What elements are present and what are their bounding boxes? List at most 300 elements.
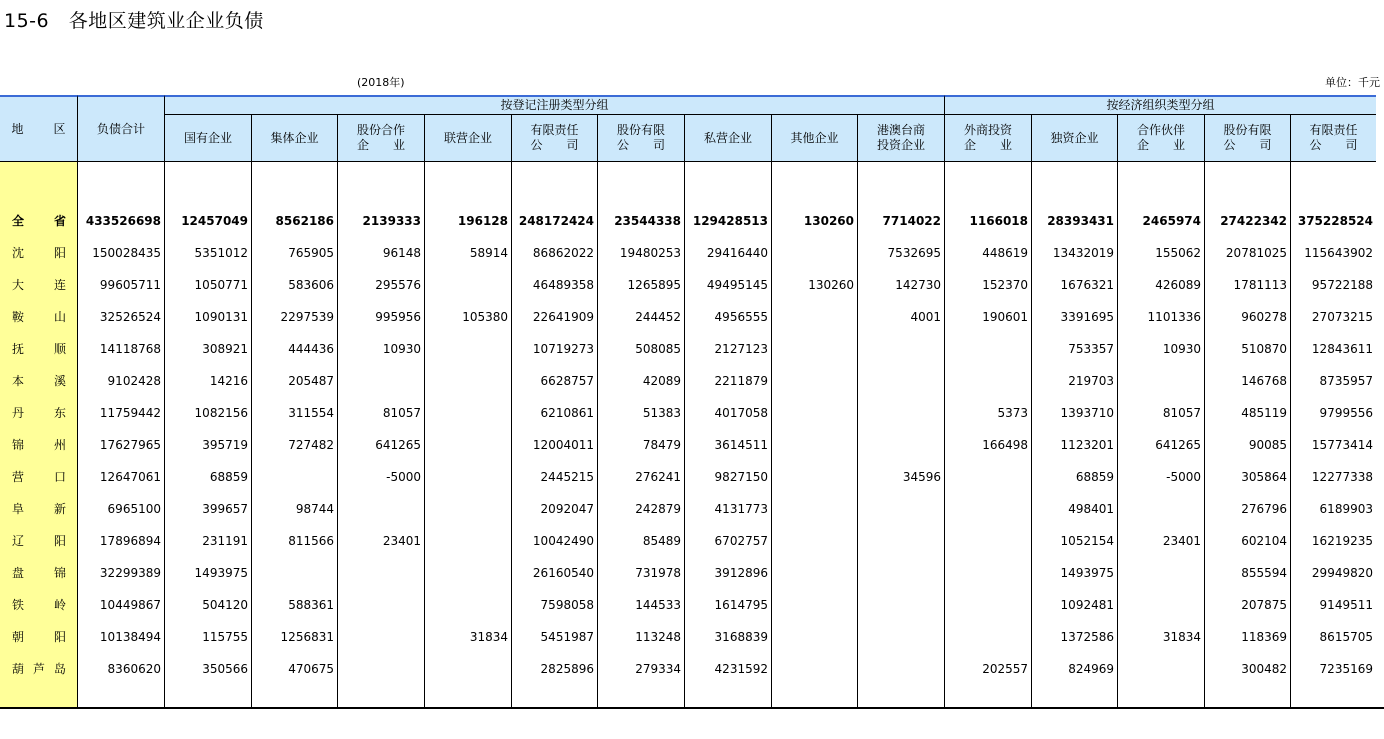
table-cell: 23401 xyxy=(1162,534,1201,548)
table-cell: 34596 xyxy=(902,470,941,484)
table-cell: 5351012 xyxy=(194,246,248,260)
table-cell: 8562186 xyxy=(275,214,334,228)
table-cell: 32526524 xyxy=(99,310,161,324)
table-cell: 17896894 xyxy=(99,534,161,548)
table-cell: 31834 xyxy=(1162,630,1201,644)
region-char: 岛 xyxy=(53,662,66,676)
value-column xyxy=(425,162,512,707)
table-cell xyxy=(425,557,511,589)
region-label xyxy=(12,333,66,365)
header-col xyxy=(252,115,338,162)
region-label xyxy=(12,589,66,621)
table-cell xyxy=(945,525,1031,557)
table-cell: 130260 xyxy=(808,278,854,292)
table-cell: 10930 xyxy=(1162,342,1201,356)
value-column xyxy=(772,162,858,707)
table-cell xyxy=(338,589,424,621)
table-cell: 19480253 xyxy=(619,246,681,260)
table-cell: 9799556 xyxy=(1319,406,1373,420)
table-cell: 448619 xyxy=(982,246,1028,260)
table-cell xyxy=(858,557,944,589)
table-cell xyxy=(1118,653,1204,685)
region-char: 锦 xyxy=(12,438,25,452)
table-cell: 855594 xyxy=(1241,566,1287,580)
table-cell: 1493975 xyxy=(194,566,248,580)
table-cell xyxy=(252,461,337,493)
column-rows xyxy=(598,162,684,685)
table-cell: 2211879 xyxy=(714,374,768,388)
column-rows xyxy=(425,162,511,685)
table-cell: 13432019 xyxy=(1052,246,1114,260)
table-cell xyxy=(1118,493,1204,525)
region-label xyxy=(12,365,66,397)
value-column xyxy=(338,162,425,707)
table-cell: 12277338 xyxy=(1311,470,1373,484)
table-cell: 470675 xyxy=(288,662,334,676)
table-cell: 23544338 xyxy=(614,214,681,228)
region-name xyxy=(0,365,77,397)
header-col xyxy=(945,115,1032,162)
region-char: 抚 xyxy=(12,342,25,356)
value-column xyxy=(1291,162,1376,707)
table-cell xyxy=(858,589,944,621)
table-cell: 8615705 xyxy=(1319,630,1373,644)
value-column xyxy=(165,162,252,707)
table-cell: 85489 xyxy=(642,534,681,548)
table-cell: 68859 xyxy=(1075,470,1114,484)
column-rows xyxy=(338,162,424,685)
value-column xyxy=(252,162,338,707)
header-col xyxy=(598,115,685,162)
region-label xyxy=(12,269,66,301)
region-char: 阳 xyxy=(53,630,66,644)
table-cell: 1256831 xyxy=(280,630,334,644)
table-cell: 4017058 xyxy=(714,406,768,420)
table-cell: 308921 xyxy=(202,342,248,356)
table-cell: 68859 xyxy=(209,470,248,484)
region-label xyxy=(12,301,66,333)
table-cell xyxy=(772,429,857,461)
header-region-label xyxy=(12,122,66,137)
table-cell: 115755 xyxy=(202,630,248,644)
table-cell: 485119 xyxy=(1241,406,1287,420)
region-char: 东 xyxy=(53,406,66,420)
table-cell xyxy=(945,621,1031,653)
column-rows xyxy=(1032,162,1117,685)
table-cell: 1781113 xyxy=(1233,278,1287,292)
table-cell: 81057 xyxy=(1162,406,1201,420)
column-rows xyxy=(78,162,164,685)
table-cell: 1050771 xyxy=(194,278,248,292)
table-cell: 508085 xyxy=(635,342,681,356)
table-cell: 155062 xyxy=(1155,246,1201,260)
table-cell: 51383 xyxy=(642,406,681,420)
table-cell xyxy=(338,557,424,589)
table-cell: 995956 xyxy=(375,310,421,324)
table-cell: 4231592 xyxy=(714,662,768,676)
table-cell: 3168839 xyxy=(714,630,768,644)
table-cell xyxy=(425,269,511,301)
table-cell: 504120 xyxy=(202,598,248,612)
table-cell: 9149511 xyxy=(1319,598,1373,612)
table-cell: 95722188 xyxy=(1311,278,1373,292)
table-cell: 42089 xyxy=(642,374,681,388)
region-name xyxy=(0,557,77,589)
table-cell: 1092481 xyxy=(1060,598,1114,612)
table-cell: 2825896 xyxy=(540,662,594,676)
table-cell: 150028435 xyxy=(92,246,161,260)
table-cell: 3912896 xyxy=(714,566,768,580)
value-column xyxy=(1205,162,1291,707)
table-cell: 7532695 xyxy=(887,246,941,260)
region-name xyxy=(0,461,77,493)
unit-note: 单位：千元 xyxy=(1325,76,1380,89)
region-char: 全 xyxy=(12,214,25,228)
header-col-line: 国有企业 xyxy=(183,130,232,145)
table-cell: 399657 xyxy=(202,502,248,516)
table-cell: 12457049 xyxy=(181,214,248,228)
table-cell: 152370 xyxy=(982,278,1028,292)
region-char: 连 xyxy=(53,278,66,292)
table-cell: 10930 xyxy=(382,342,421,356)
table-cell: 375228524 xyxy=(1297,214,1373,228)
column-rows xyxy=(512,162,597,685)
table-cell: 17627965 xyxy=(99,438,161,452)
header-col-line: 私营企业 xyxy=(703,130,752,145)
table-cell: 2297539 xyxy=(280,310,334,324)
region-char: 州 xyxy=(53,438,66,452)
table-cell: 27422342 xyxy=(1220,214,1287,228)
table-cell xyxy=(772,653,857,685)
header-group-registration xyxy=(165,95,945,115)
table-cell: 1393710 xyxy=(1060,406,1114,420)
table-cell: 444436 xyxy=(288,342,334,356)
region-name xyxy=(0,269,77,301)
table-cell: 1166018 xyxy=(969,214,1028,228)
region-char: 本 xyxy=(12,374,25,388)
table-cell: 426089 xyxy=(1155,278,1201,292)
table-cell: 49495145 xyxy=(706,278,768,292)
header-col-label xyxy=(704,131,752,146)
table-cell xyxy=(772,589,857,621)
region-label xyxy=(12,205,66,237)
table-cell: 433526698 xyxy=(85,214,161,228)
table-cell xyxy=(425,589,511,621)
region-label xyxy=(12,653,66,685)
table-cell: 1101336 xyxy=(1147,310,1201,324)
header-col-line: 有限责任 xyxy=(530,123,579,137)
table-cell: 20781025 xyxy=(1225,246,1287,260)
table-cell xyxy=(858,429,944,461)
header-total-label: 负债合计 xyxy=(96,121,145,136)
region-label xyxy=(12,237,66,269)
header-col-label xyxy=(530,123,578,153)
table-cell xyxy=(338,493,424,525)
table-cell: 99605711 xyxy=(99,278,161,292)
table-cell: 276796 xyxy=(1241,502,1287,516)
region-char: 鞍 xyxy=(12,310,25,324)
region-name xyxy=(0,653,77,685)
table-cell: 6189903 xyxy=(1319,502,1373,516)
region-name xyxy=(0,333,77,365)
table-cell: 205487 xyxy=(288,374,334,388)
table-cell xyxy=(945,461,1031,493)
year-note: (2018年) xyxy=(357,76,405,89)
header-col-label xyxy=(1223,123,1271,153)
region-char: 盘 xyxy=(12,566,25,580)
header-col-line: 合作伙伴 xyxy=(1136,123,1185,137)
table-cell xyxy=(772,301,857,333)
table-cell: 118369 xyxy=(1241,630,1287,644)
table-cell: -5000 xyxy=(1166,470,1201,484)
table-cell: 29949820 xyxy=(1311,566,1373,580)
header-col-line: 公 司 xyxy=(1309,138,1358,152)
header-group-label: 按登记注册类型分组 xyxy=(500,98,609,112)
table-cell xyxy=(858,493,944,525)
table-cell: 4001 xyxy=(910,310,941,324)
table-cell xyxy=(425,493,511,525)
region-char: 辽 xyxy=(12,534,25,548)
table-cell xyxy=(1118,365,1204,397)
region-name xyxy=(0,301,77,333)
table-cell: 98744 xyxy=(295,502,334,516)
header-group-economic xyxy=(945,95,1376,115)
table-cell: 727482 xyxy=(288,438,334,452)
table-cell xyxy=(425,653,511,685)
table-cell: 27073215 xyxy=(1311,310,1373,324)
table-cell: 6628757 xyxy=(540,374,594,388)
table-cell: 146768 xyxy=(1241,374,1287,388)
table-cell xyxy=(772,493,857,525)
region-name xyxy=(0,589,77,621)
table-cell: 765905 xyxy=(288,246,334,260)
table-cell xyxy=(858,653,944,685)
table-cell: 1082156 xyxy=(194,406,248,420)
table-cell: 1676321 xyxy=(1060,278,1114,292)
table-cell: 1493975 xyxy=(1060,566,1114,580)
table-cell: 311554 xyxy=(288,406,334,420)
header-col-label xyxy=(357,123,405,153)
table-cell: 58914 xyxy=(469,246,508,260)
table-cell: 32299389 xyxy=(99,566,161,580)
header-col-line: 港澳台商 xyxy=(876,123,925,137)
table-cell: 12004011 xyxy=(532,438,594,452)
table-cell: 731978 xyxy=(635,566,681,580)
table-cell: 166498 xyxy=(982,438,1028,452)
region-char: 省 xyxy=(53,214,66,228)
table-cell: 113248 xyxy=(635,630,681,644)
table-cell: 9827150 xyxy=(714,470,768,484)
table-cell xyxy=(425,525,511,557)
value-column xyxy=(78,162,165,707)
table-cell: 31834 xyxy=(469,630,508,644)
table-cell: 14118768 xyxy=(99,342,161,356)
region-name xyxy=(0,525,77,557)
table-cell: 1614795 xyxy=(714,598,768,612)
table-cell: 15773414 xyxy=(1311,438,1373,452)
column-rows xyxy=(1118,162,1204,685)
header-col xyxy=(338,115,425,162)
column-rows xyxy=(685,162,771,685)
table-cell: 144533 xyxy=(635,598,681,612)
column-rows xyxy=(252,162,337,685)
table-cell: 498401 xyxy=(1068,502,1114,516)
table-cell: 510870 xyxy=(1241,342,1287,356)
region-label xyxy=(12,461,66,493)
table-cell xyxy=(945,589,1031,621)
table-cell: 2465974 xyxy=(1142,214,1201,228)
table-cell xyxy=(338,365,424,397)
region-char: 朝 xyxy=(12,630,25,644)
header-region-char: 地 xyxy=(11,121,24,136)
region-char: 溪 xyxy=(53,374,66,388)
region-char: 葫 xyxy=(12,662,25,676)
table-cell: 960278 xyxy=(1241,310,1287,324)
table-cell: 276241 xyxy=(635,470,681,484)
table-cell xyxy=(858,621,944,653)
region-char: 铁 xyxy=(12,598,25,612)
table-cell: 46489358 xyxy=(532,278,594,292)
region-name xyxy=(0,621,77,653)
table-cell xyxy=(772,557,857,589)
table-cell: 641265 xyxy=(1155,438,1201,452)
table-cell xyxy=(772,461,857,493)
header-col-line: 企 业 xyxy=(1136,138,1185,152)
page-title: 15-6 各地区建筑业企业负债 xyxy=(4,10,264,32)
header-col-label xyxy=(1137,123,1185,153)
table-cell: 7598058 xyxy=(540,598,594,612)
column-rows xyxy=(165,162,251,685)
table-cell: 10449867 xyxy=(99,598,161,612)
header-col-label xyxy=(270,131,318,146)
value-column xyxy=(1118,162,1205,707)
header-col-line: 有限责任 xyxy=(1309,123,1358,137)
region-label xyxy=(12,493,66,525)
table-cell: 196128 xyxy=(457,214,508,228)
header-col-label xyxy=(617,123,665,153)
table-cell: 23401 xyxy=(382,534,421,548)
table-cell xyxy=(772,365,857,397)
header-region-char: 区 xyxy=(53,121,66,136)
table-cell: 1123201 xyxy=(1060,438,1114,452)
region-name xyxy=(0,429,77,461)
table-cell: 14216 xyxy=(209,374,248,388)
region-label xyxy=(12,429,66,461)
header-col xyxy=(1118,115,1205,162)
table-cell: 202557 xyxy=(982,662,1028,676)
region-char: 大 xyxy=(12,278,25,292)
value-column xyxy=(685,162,772,707)
header-col xyxy=(858,115,945,162)
header-col-label xyxy=(1050,131,1098,146)
header-col xyxy=(685,115,772,162)
table-cell xyxy=(858,365,944,397)
table-cell: 588361 xyxy=(288,598,334,612)
header-col-line: 企 业 xyxy=(356,138,405,152)
table-cell: 350566 xyxy=(202,662,248,676)
header-col-line: 股份有限 xyxy=(1223,123,1272,137)
table-cell xyxy=(945,493,1031,525)
table-cell: 4956555 xyxy=(714,310,768,324)
table-cell: 583606 xyxy=(288,278,334,292)
table-cell xyxy=(425,333,511,365)
table-cell: 7235169 xyxy=(1319,662,1373,676)
table-cell: 4131773 xyxy=(714,502,768,516)
header-group-label: 按经济组织类型分组 xyxy=(1106,98,1215,112)
header-col xyxy=(1291,115,1376,162)
table-cell xyxy=(858,525,944,557)
table-cell xyxy=(772,237,857,269)
column-rows xyxy=(858,162,944,685)
table-cell: 1052154 xyxy=(1060,534,1114,548)
table-cell: 115643902 xyxy=(1304,246,1373,260)
value-column xyxy=(858,162,945,707)
table-cell xyxy=(772,525,857,557)
table-cell: 129428513 xyxy=(692,214,768,228)
table-cell: 5373 xyxy=(997,406,1028,420)
table-cell xyxy=(425,461,511,493)
table-cell: 242879 xyxy=(635,502,681,516)
table-cell: 207875 xyxy=(1241,598,1287,612)
table-cell xyxy=(338,653,424,685)
table-cell: 12843611 xyxy=(1311,342,1373,356)
table-cell: 86862022 xyxy=(532,246,594,260)
table-cell: 811566 xyxy=(288,534,334,548)
table-cell: 28393431 xyxy=(1047,214,1114,228)
header-col-line: 投资企业 xyxy=(876,138,925,152)
region-name xyxy=(0,205,77,237)
header-col-label xyxy=(184,131,232,146)
table-cell: 305864 xyxy=(1241,470,1287,484)
table-cell xyxy=(338,621,424,653)
table-cell: 1090131 xyxy=(194,310,248,324)
table-cell: 2127123 xyxy=(714,342,768,356)
header-col-label xyxy=(964,123,1012,153)
table-cell xyxy=(772,333,857,365)
table-cell: 6210861 xyxy=(540,406,594,420)
region-name xyxy=(0,237,77,269)
region-char: 口 xyxy=(53,470,66,484)
table-cell: 753357 xyxy=(1068,342,1114,356)
table-cell: 300482 xyxy=(1241,662,1287,676)
region-char: 阜 xyxy=(12,502,25,516)
header-col xyxy=(425,115,512,162)
table-cell: 6702757 xyxy=(714,534,768,548)
header-col-line: 股份合作 xyxy=(356,123,405,137)
table-cell: 5451987 xyxy=(540,630,594,644)
table-cell: 295576 xyxy=(375,278,421,292)
region-char: 新 xyxy=(53,502,66,516)
header-col-line: 集体企业 xyxy=(270,130,319,145)
table-cell: 190601 xyxy=(982,310,1028,324)
table-cell: 1265895 xyxy=(627,278,681,292)
header-col-line: 公 司 xyxy=(1223,138,1272,152)
table-cell: 248172424 xyxy=(518,214,594,228)
table-cell: 231191 xyxy=(202,534,248,548)
value-column xyxy=(945,162,1032,707)
table-cell xyxy=(945,557,1031,589)
table-cell: 96148 xyxy=(382,246,421,260)
table-cell: 12647061 xyxy=(99,470,161,484)
header-col-label xyxy=(1309,123,1357,153)
table-cell: 2092047 xyxy=(540,502,594,516)
table-cell xyxy=(252,557,337,589)
table-cell: 6965100 xyxy=(107,502,161,516)
column-rows xyxy=(1205,162,1290,685)
table-cell xyxy=(1118,589,1204,621)
table-cell: 10138494 xyxy=(99,630,161,644)
value-column xyxy=(1032,162,1118,707)
